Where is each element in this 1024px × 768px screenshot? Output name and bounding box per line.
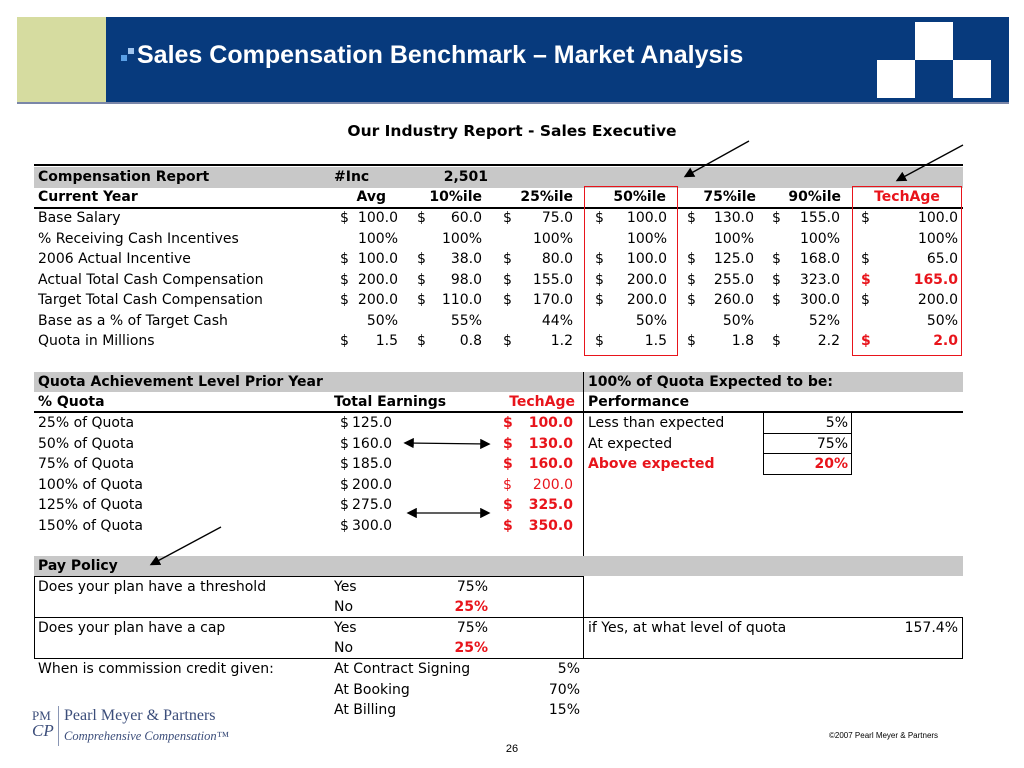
threshold-question: Does your plan have a threshold [38, 579, 267, 595]
threshold-no-label: No [334, 599, 354, 615]
col-header-current-year: Current Year [38, 189, 138, 205]
quota-row-label: 75% of Quota [38, 456, 135, 472]
dollar-sign: $ [503, 476, 512, 493]
table-cell: 168.0 [799, 251, 840, 267]
dollar-sign: $ [595, 210, 604, 226]
dollar-sign: $ [687, 210, 696, 226]
table-cell: 100.0 [626, 251, 667, 267]
dollar-sign: $ [503, 251, 512, 267]
table-cell: 260.0 [713, 292, 754, 308]
techage-value: 325.0 [528, 497, 573, 513]
dollar-sign: $ [772, 271, 781, 288]
cap-yes-label: Yes [334, 620, 357, 636]
section2-title: Quota Achievement Level Prior Year [38, 374, 323, 390]
col-header-10: 10%ile [429, 189, 482, 205]
techage-value: 130.0 [528, 435, 573, 452]
dollar-sign: $ [503, 292, 512, 308]
table-cell: 50% [366, 312, 398, 329]
row-label: Base Salary [38, 210, 121, 226]
table-cell: 155.0 [532, 271, 573, 288]
table-cell: 100.0 [357, 251, 398, 267]
quota-row-label: 25% of Quota [38, 415, 135, 431]
earnings-value: 275.0 [352, 497, 393, 513]
copyright: ©2007 Pearl Meyer & Partners [829, 731, 939, 740]
dollar-sign: $ [595, 271, 604, 288]
dollar-sign: $ [503, 517, 513, 534]
performance-label: At expected [588, 435, 673, 452]
table-cell: 50% [635, 312, 667, 329]
dollar-sign: $ [340, 415, 349, 431]
pay-policy-title: Pay Policy [38, 558, 118, 574]
techage-value: 160.0 [528, 456, 573, 472]
col-header-25: 25%ile [520, 189, 573, 205]
dollar-sign: $ [340, 292, 349, 308]
dollar-sign: $ [772, 292, 781, 308]
credit-value: 5% [557, 661, 580, 677]
table-cell: 100% [532, 230, 573, 247]
dollar-sign: $ [503, 333, 512, 349]
dollar-sign: $ [417, 292, 426, 308]
col-header-total-earnings: Total Earnings [334, 394, 447, 410]
logo-mark-bottom: CP [32, 721, 54, 740]
performance-value: 20% [814, 456, 848, 472]
row-label: Actual Total Cash Compensation [38, 271, 264, 288]
dollar-sign: $ [503, 497, 513, 513]
performance-label: Above expected [588, 456, 715, 472]
row-label: Base as a % of Target Cash [38, 312, 228, 329]
dollar-sign: $ [340, 456, 349, 472]
table-cell: 75.0 [541, 210, 573, 226]
table-cell: 38.0 [450, 251, 482, 267]
dollar-sign: $ [595, 251, 604, 267]
table-cell: 100% [713, 230, 754, 247]
row-label: 2006 Actual Incentive [38, 251, 191, 267]
table-cell: 65.0 [926, 251, 958, 267]
inc-value: 2,501 [443, 169, 488, 185]
table-cell: 100% [799, 230, 840, 247]
col-header-techage: TechAge [874, 189, 940, 205]
table-cell: 1.8 [731, 333, 754, 349]
dollar-sign: $ [340, 251, 349, 267]
earnings-value: 185.0 [352, 456, 393, 472]
techage-value: 200.0 [532, 476, 573, 493]
comp-report-label: Compensation Report [38, 169, 210, 185]
dollar-sign: $ [340, 210, 349, 226]
col-header-75: 75%ile [703, 189, 756, 205]
inc-label: #Inc [334, 169, 370, 185]
table-cell: 1.5 [375, 333, 398, 349]
credit-label: At Billing [334, 702, 397, 718]
cap-no-label: No [334, 640, 354, 656]
table-cell: 2.2 [817, 333, 840, 349]
dollar-sign: $ [861, 292, 870, 308]
table-cell: 100.0 [357, 210, 398, 226]
credit-value: 70% [548, 681, 580, 698]
earnings-value: 300.0 [352, 517, 393, 534]
table-cell: 300.0 [799, 292, 840, 308]
col-header-90: 90%ile [788, 189, 841, 205]
dollar-sign: $ [772, 333, 781, 349]
dollar-sign: $ [340, 435, 349, 452]
table-cell: 100% [357, 230, 398, 247]
credit-label: At Contract Signing [334, 661, 471, 677]
cap-level-question: if Yes, at what level of quota [588, 620, 787, 636]
dollar-sign: $ [687, 251, 696, 267]
table-cell: 255.0 [713, 271, 754, 288]
dollar-sign: $ [861, 210, 870, 226]
table-cell: 200.0 [917, 292, 958, 308]
table-cell: 200.0 [626, 292, 667, 308]
dollar-sign: $ [417, 333, 426, 349]
table-cell: 130.0 [713, 210, 754, 226]
table-cell: 60.0 [450, 210, 482, 226]
techage-value: 350.0 [528, 517, 573, 534]
table-cell: 165.0 [913, 271, 958, 288]
row-label: Quota in Millions [38, 333, 155, 349]
cap-question: Does your plan have a cap [38, 620, 226, 636]
table-cell: 125.0 [713, 251, 754, 267]
performance-value: 5% [825, 415, 848, 431]
dollar-sign: $ [861, 251, 870, 267]
dollar-sign: $ [861, 333, 871, 349]
credit-value: 15% [548, 702, 580, 718]
col-header-techage-2: TechAge [509, 394, 575, 410]
dollar-sign: $ [417, 210, 426, 226]
table-cell: 55% [450, 312, 482, 329]
logo-mark [32, 708, 54, 738]
table-cell: 1.5 [644, 333, 667, 349]
threshold-yes-label: Yes [334, 579, 357, 595]
dollar-sign: $ [417, 251, 426, 267]
dollar-sign: $ [772, 251, 781, 267]
cap-level-value: 157.4% [904, 620, 958, 636]
techage-value: 100.0 [528, 415, 573, 431]
dollar-sign: $ [861, 271, 871, 288]
report-title: Our Industry Report - Sales Executive [347, 122, 677, 140]
table-cell: 323.0 [799, 271, 840, 288]
row-label: Target Total Cash Compensation [38, 292, 263, 308]
arrow-to-pay-policy [152, 527, 221, 564]
logo-name: Pearl Meyer & Partners [64, 707, 216, 724]
table-cell: 44% [541, 312, 573, 329]
table-cell: 110.0 [441, 292, 482, 308]
quota-row-label: 150% of Quota [38, 517, 143, 534]
cap-no-value: 25% [454, 640, 488, 656]
table-cell: 98.0 [450, 271, 482, 288]
dollar-sign: $ [340, 517, 349, 534]
threshold-yes-value: 75% [456, 579, 488, 595]
credit-label: At Booking [334, 681, 410, 698]
table-cell: 155.0 [799, 210, 840, 226]
quota-row-label: 125% of Quota [38, 497, 143, 513]
table-cell: 200.0 [626, 271, 667, 288]
table-cell: 170.0 [532, 292, 573, 308]
dollar-sign: $ [687, 271, 696, 288]
arrow-to-techage [898, 145, 963, 180]
dollar-sign: $ [503, 271, 512, 288]
table-cell: 200.0 [357, 271, 398, 288]
row-label: % Receiving Cash Incentives [38, 230, 239, 247]
table-cell: 100.0 [626, 210, 667, 226]
col-header-performance: Performance [588, 394, 690, 410]
performance-value: 75% [816, 435, 848, 452]
col-header-50: 50%ile [613, 189, 666, 205]
table-cell: 100% [626, 230, 667, 247]
cap-yes-value: 75% [456, 620, 488, 636]
dollar-sign: $ [340, 333, 349, 349]
earnings-value: 200.0 [352, 476, 393, 493]
table-cell: 100% [917, 230, 958, 247]
earnings-value: 160.0 [352, 435, 393, 452]
table-cell: 50% [926, 312, 958, 329]
logo-divider [58, 706, 59, 746]
section2-right-title: 100% of Quota Expected to be: [588, 374, 833, 390]
earnings-value: 125.0 [352, 415, 393, 431]
dollar-sign: $ [595, 292, 604, 308]
table-cell: 1.2 [550, 333, 573, 349]
dollar-sign: $ [503, 415, 513, 431]
table-cell: 2.0 [933, 333, 958, 349]
dollar-sign: $ [503, 210, 512, 226]
col-header-avg: Avg [356, 189, 386, 205]
performance-label: Less than expected [588, 415, 725, 431]
dollar-sign: $ [503, 435, 513, 452]
table-cell: 100% [441, 230, 482, 247]
logo-tagline: Comprehensive Compensation™ [64, 729, 229, 743]
dollar-sign: $ [772, 210, 781, 226]
page-number: 26 [505, 743, 519, 755]
quota-row-label: 100% of Quota [38, 476, 143, 493]
compare-arrow-50 [406, 443, 488, 444]
dollar-sign: $ [340, 271, 349, 288]
table-cell: 100.0 [917, 210, 958, 226]
table-cell: 52% [808, 312, 840, 329]
dollar-sign: $ [687, 333, 696, 349]
dollar-sign: $ [340, 497, 349, 513]
credit-question: When is commission credit given: [38, 661, 274, 677]
dollar-sign: $ [417, 271, 426, 288]
table-cell: 0.8 [459, 333, 482, 349]
arrow-to-median [686, 141, 749, 176]
dollar-sign: $ [503, 456, 513, 472]
table-cell: 50% [722, 312, 754, 329]
table-cell: 200.0 [357, 292, 398, 308]
quota-row-label: 50% of Quota [38, 435, 135, 452]
dollar-sign: $ [595, 333, 604, 349]
page-title: Sales Compensation Benchmark – Market Analysis [137, 41, 744, 69]
col-header-pct-quota: % Quota [38, 394, 105, 410]
dollar-sign: $ [340, 476, 349, 493]
table-cell: 80.0 [541, 251, 573, 267]
dollar-sign: $ [687, 292, 696, 308]
threshold-no-value: 25% [454, 599, 488, 615]
logo-mark-top: PM [32, 708, 51, 723]
